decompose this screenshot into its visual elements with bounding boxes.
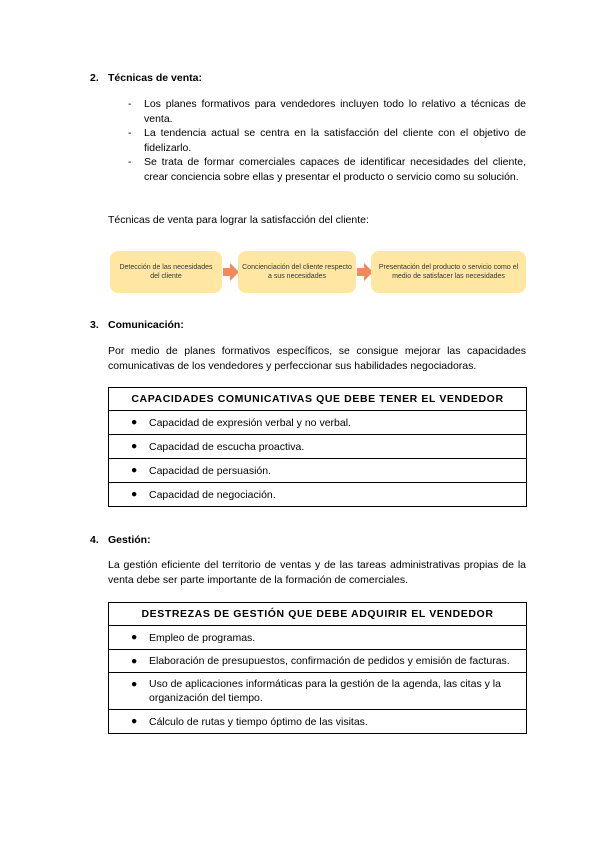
- list-item-text: Los planes formativos para vendedores incluyen todo lo relativo a técnicas de venta.: [144, 98, 526, 125]
- section-title: Gestión:: [108, 534, 151, 546]
- table-cell: [109, 483, 527, 507]
- table-row: [109, 483, 527, 507]
- table-cell-text: Elaboración de presupuestos, confirmación de pedidos y emisión de facturas.: [149, 655, 510, 667]
- bullet-icon: ●: [131, 678, 138, 690]
- section-heading-comunicacion: [90, 319, 184, 331]
- bullet-icon: ●: [131, 416, 138, 428]
- table-row: [109, 710, 527, 734]
- bullet-icon: ●: [131, 715, 138, 727]
- section-number: 2.: [90, 72, 99, 84]
- section-title: Comunicación:: [108, 319, 184, 331]
- flow-intro-text: Técnicas de venta para lograr la satisfacción del cliente:: [108, 214, 369, 226]
- list-item-text: Se trata de formar comerciales capaces de identificar necesidades del cliente, crear conciencia sobre ellas y presentar el producto o servicio como su solución.: [144, 156, 526, 183]
- list-item-text: La tendencia actual se centra en la satisfacción del cliente con el objetivo de fidelizarlo.: [144, 127, 526, 154]
- bullet-icon: ●: [131, 655, 138, 667]
- table-row: [109, 435, 527, 459]
- table-cell-text: Empleo de programas.: [149, 631, 256, 644]
- table-cell: [109, 626, 527, 650]
- bullet-icon: ●: [131, 464, 138, 476]
- table-cell-text: Capacidad de negociación.: [149, 488, 276, 501]
- table-row: [109, 411, 527, 435]
- table-row: [109, 650, 527, 673]
- management-skills-table: [108, 602, 527, 734]
- table-cell-text: Capacidad de escucha proactiva.: [149, 440, 305, 453]
- table-header: CAPACIDADES COMUNICATIVAS QUE DEBE TENER EL VENDEDOR: [109, 388, 527, 411]
- bullet-icon: ●: [131, 488, 138, 500]
- flow-step-concienciacion: Concienciación del cliente respecto a sus necesidades: [238, 251, 356, 293]
- table-cell: [109, 710, 527, 734]
- table-row: [109, 626, 527, 650]
- table-cell: [109, 411, 527, 435]
- flow-step-deteccion: Detección de las necesidades del cliente: [110, 251, 222, 293]
- list-item: [128, 155, 526, 184]
- list-item: [128, 126, 526, 155]
- dash-marker: -: [128, 98, 132, 110]
- table-cell-text: Uso de aplicaciones informáticas para la gestión de la agenda, las citas y la organización del tiempo.: [149, 678, 501, 704]
- section-heading-gestion: [90, 534, 151, 546]
- table-cell-text: Capacidad de expresión verbal y no verbal.: [149, 416, 351, 429]
- table-header: DESTREZAS DE GESTIÓN QUE DEBE ADQUIRIR EL VENDEDOR: [109, 603, 527, 626]
- comunicacion-paragraph: Por medio de planes formativos específicos, se consigue mejorar las capacidades comunicativas de los vendedores y perfeccionar sus habilidades negociadoras.: [108, 345, 526, 372]
- dash-marker: -: [128, 156, 132, 168]
- section-title: Técnicas de venta:: [108, 72, 202, 84]
- section-number: 4.: [90, 534, 99, 546]
- table-cell: [109, 650, 527, 673]
- table-row: [109, 459, 527, 483]
- table-cell-text: Cálculo de rutas y tiempo óptimo de las visitas.: [149, 715, 368, 728]
- table-cell: [109, 459, 527, 483]
- bullet-icon: ●: [131, 440, 138, 452]
- section-number: 3.: [90, 319, 99, 331]
- section-heading-tecnicas: [90, 72, 202, 84]
- table-row: [109, 673, 527, 710]
- tecnicas-bullet-list: [128, 97, 526, 184]
- table-cell: [109, 673, 527, 710]
- dash-marker: -: [128, 127, 132, 139]
- table-cell: [109, 435, 527, 459]
- gestion-paragraph: La gestión eficiente del territorio de ventas y de las tareas administrativas propias de la venta debe ser parte importante de la formación de comerciales.: [108, 559, 526, 586]
- bullet-icon: ●: [131, 631, 138, 643]
- list-item: [128, 97, 526, 126]
- sales-techniques-flow-diagram: [108, 251, 528, 295]
- flow-step-presentacion: Presentación del producto o servicio como el medio de satisfacer las necesidades: [371, 251, 526, 293]
- communication-skills-table: [108, 387, 527, 507]
- table-cell-text: Capacidad de persuasión.: [149, 464, 272, 477]
